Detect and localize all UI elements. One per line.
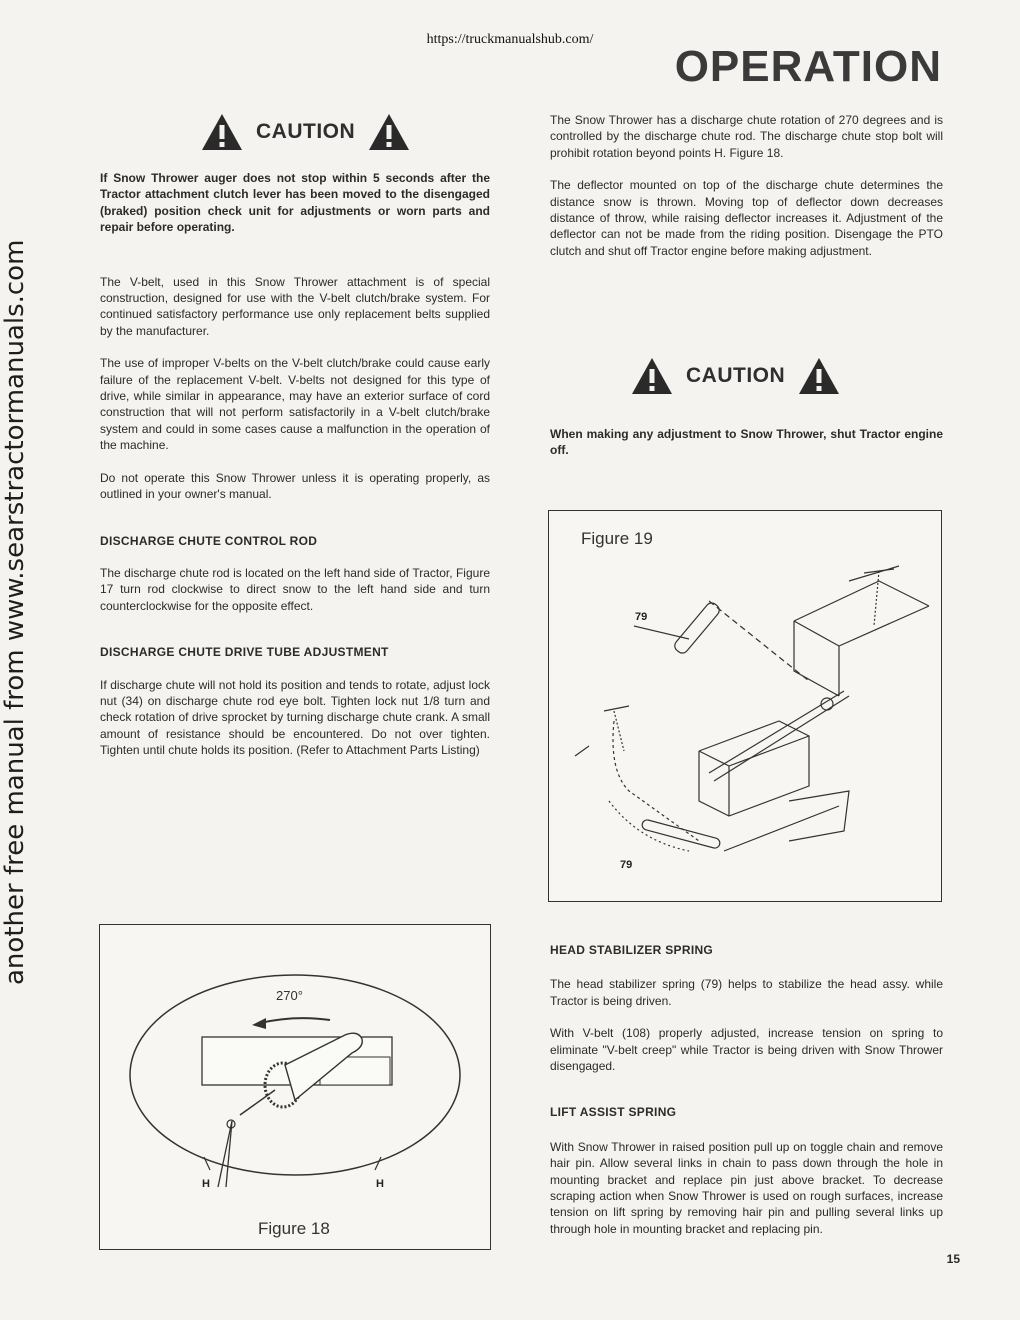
watermark-text: another free manual from www.searstractormanuals.com: [0, 239, 30, 985]
warning-icon: [200, 112, 244, 152]
angle-label: 270°: [276, 988, 303, 1003]
paragraph-control-rod: The discharge chute rod is located on the left hand side of Tractor, Figure 17 turn rod clockwise to direct snow to the left hand side and turn counterclockwise for the opposite effect.: [100, 565, 490, 613]
figure-18: [99, 924, 491, 1250]
warning-icon: [630, 356, 674, 396]
right-column-top: [550, 112, 943, 275]
paragraph-vbelt: The V-belt, used in this Snow Thrower attachment is of special construction, designed for use with the V-belt clutch/brake system. For continued satisfactory performance use only replacement belts supplied by the manufacturer.: [100, 274, 490, 338]
caution-text-left: If Snow Thrower auger does not stop within 5 seconds after the Tractor attachment clutch lever has been moved to the disengaged (braked) position check unit for adjustments or worn parts and repair before operating.: [100, 171, 490, 235]
page-title: OPERATION: [674, 42, 942, 91]
chute-rotation-diagram: [100, 925, 490, 1249]
warning-icon: [367, 112, 411, 152]
paragraph-lift-assist: With Snow Thrower in raised position pull up on toggle chain and remove hair pin. Allow several links in chain to pass down through the hole in mounting bracket and replace pin just above bracket. To decrease scraping action when Snow Thrower is used on rough surfaces, increase tension on lift spring by removing hair pin and pulling several links up through hole in mounting bracket and replacing pin.: [550, 1139, 943, 1236]
callout-79-top: 79: [635, 611, 648, 623]
left-column: [100, 112, 490, 775]
section-heading-control-rod: DISCHARGE CHUTE CONTROL ROD: [100, 533, 318, 548]
stabilizer-spring-diagram: [549, 511, 941, 901]
warning-icon: [797, 356, 841, 396]
callout-79-bottom: 79: [620, 859, 633, 871]
page-number: 15: [946, 1252, 960, 1266]
paragraph-do-not-operate: Do not operate this Snow Thrower unless it is operating properly, as outlined in your owner's manual.: [100, 470, 490, 502]
section-heading-head-stabilizer: HEAD STABILIZER SPRING: [550, 943, 714, 957]
paragraph-deflector: The deflector mounted on top of the discharge chute determines the distance snow is thrown. Moving top of deflector down decreases distance of throw, while raising deflector increases it. Adjustment of the deflector can not be made from the riding position. Disengage the PTO clutch and shut off Tractor engine before making adjustment.: [550, 178, 943, 258]
source-url: https://truckmanualshub.com/: [426, 32, 594, 47]
right-column-bottom: [550, 942, 943, 1253]
caution-label: CAUTION: [686, 363, 786, 387]
point-h-left: H: [202, 1178, 210, 1190]
caution-banner-left: [200, 112, 490, 152]
figure-19: [548, 510, 942, 902]
paragraph-vbelt-creep: With V-belt (108) properly adjusted, increase tension on spring to eliminate "V-belt creep" while Tractor is being driven with Snow Thrower disengaged.: [550, 1026, 943, 1074]
figure-18-caption: Figure 18: [258, 1219, 330, 1238]
caution-banner-right: [630, 356, 943, 396]
section-heading-lift-assist: LIFT ASSIST SPRING: [550, 1105, 677, 1120]
point-h-right: H: [376, 1178, 384, 1190]
paragraph-chute-rotation: The Snow Thrower has a discharge chute rotation of 270 degrees and is controlled by the discharge chute rod. The discharge chute stop bolt will prohibit rotation beyond points H. Figure 18.: [550, 113, 943, 160]
caution-text-right: When making any adjustment to Snow Thrower, shut Tractor engine off.: [550, 427, 943, 458]
caution-label: CAUTION: [256, 119, 356, 143]
right-caution-block: [550, 356, 943, 475]
paragraph-drive-tube: If discharge chute will not hold its position and tends to rotate, adjust lock nut (34) on discharge chute rod eye bolt. Tighten lock nut 1/8 turn and check rotation of drive sprocket by turning discharge chute crank. A small amount of resistance should be encountered. Do not over tighten. Tighten until chute holds its position. (Refer to Attachment Parts Listing): [100, 677, 490, 758]
paragraph-improper-vbelts: The use of improper V-belts on the V-belt clutch/brake could cause early failure of the replacement V-belt. V-belts not designed for this type of drive, while similar in appearance, may have an exterior surface of cord construction that will not perform satisfactorily in a V-belt clutch/brake system and could in some cases cause a malfunction in the operation of the machine.: [100, 356, 490, 453]
figure-19-caption: Figure 19: [581, 529, 653, 548]
paragraph-head-stabilizer: The head stabilizer spring (79) helps to stabilize the head assy. while Tractor is being driven.: [550, 977, 943, 1008]
section-heading-drive-tube: DISCHARGE CHUTE DRIVE TUBE ADJUSTMENT: [100, 645, 389, 660]
